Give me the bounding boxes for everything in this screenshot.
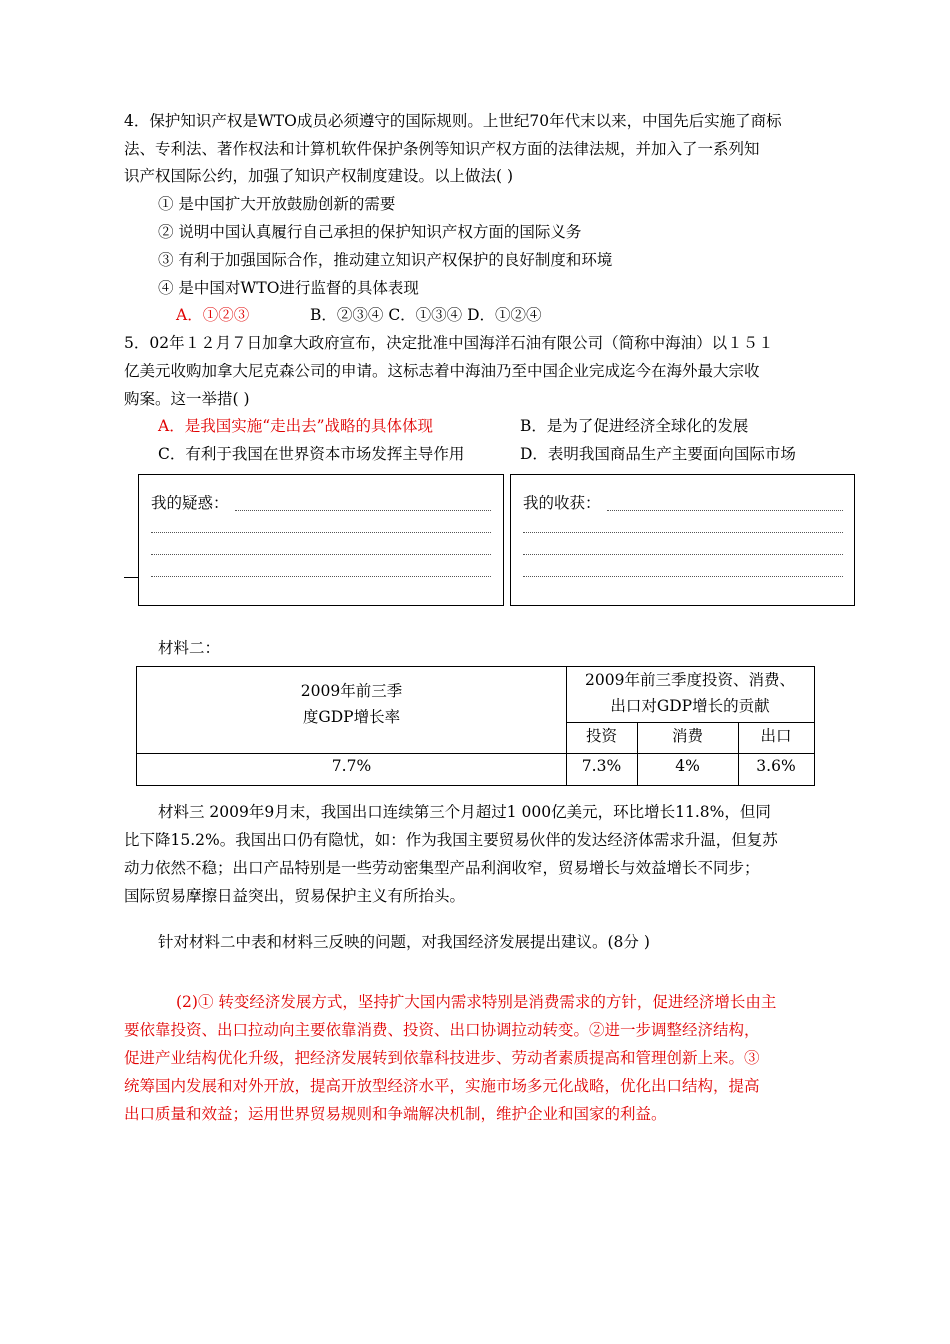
consume-header: 消费 [671,727,703,745]
q4-stem-line3: 识产权国际公约，加强了知识产权制度建设。以上做法( ) [124,167,514,185]
answer-line2: 要依靠投资、出口拉动向主要依靠消费、投资、出口协调拉动转变。②进一步调整经济结构， [124,1021,760,1039]
q5-stem-line3: 购案。这一举措( ) [124,390,250,408]
gain-line[interactable] [607,510,843,511]
q5-stem-line2: 亿美元收购加拿大尼克森公司的申请。这标志着中海油乃至中国企业完成迄今在海外最大宗收 [124,362,760,380]
material2-title: 材料二： [158,639,221,657]
q4-option-3: ③ 有利于加强国际合作，推动建立知识产权保护的良好制度和环境 [158,251,613,269]
doubt-box [138,474,504,606]
gdp-table [136,666,815,786]
export-header: 出口 [760,727,792,745]
gain-box [510,474,855,606]
gain-label: 我的收获： [523,494,601,512]
export-value: 3.6% [756,757,796,775]
q4-choices-bcd: B．②③④ C．①③④ D．①②④ [310,306,542,324]
q4-option-1: ① 是中国扩大开放鼓励创新的需要 [158,195,396,213]
gdp-rate-value: 7.7% [331,757,372,775]
q5-option-a: A．是我国实施“走出去”战略的具体体现 [158,417,434,435]
q5-stem-line1: 5．02年１２月７日加拿大政府宣布，决定批准中国海洋石油有限公司（简称中海油）以１５１ [124,334,774,352]
q4-option-2: ② 说明中国认真履行自己承担的保护知识产权方面的国际义务 [158,223,582,241]
gain-line[interactable] [523,532,843,533]
gain-line[interactable] [523,576,843,577]
q5-option-d: D．表明我国商品生产主要面向国际市场 [520,445,796,463]
answer-line5: 出口质量和效益；运用世界贸易规则和争端解决机制，维护企业和国家的利益。 [124,1105,667,1123]
material3-line2: 比下降15.2%。我国出口仍有隐忧，如：作为我国主要贸易伙伴的发达经济体需求升温，但复苏 [124,831,778,849]
gain-line[interactable] [523,554,843,555]
doubt-line[interactable] [151,576,491,577]
question-prompt: 针对材料二中表和材料三反映的问题，对我国经济发展提出建议。(8分 ) [158,933,650,951]
q5-option-b: B．是为了促进经济全球化的发展 [520,417,749,435]
q4-stem-line1: 4．保护知识产权是WTO成员必须遵守的国际规则。上世纪70年代末以来，中国先后实施了商标 [124,112,782,130]
q4-option-4: ④ 是中国对WTO进行监督的具体表现 [158,279,419,297]
invest-header: 投资 [585,727,617,745]
gdp-header-line1: 2009年前三季 [300,682,403,700]
material3-line4: 国际贸易摩擦日益突出，贸易保护主义有所抬头。 [124,887,466,905]
doubt-line[interactable] [151,554,491,555]
answer-line1: (2)① 转变经济发展方式，坚持扩大国内需求特别是消费需求的方针，促进经济增长由主 [176,993,777,1011]
q4-stem-line2: 法、专利法、著作权法和计算机软件保护条例等知识产权方面的法律法规，并加入了一系列知 [124,140,760,158]
invest-value: 7.3% [581,757,622,775]
doubt-label: 我的疑惑： [151,494,229,512]
margin-mark [124,577,138,578]
material3-line3: 动力依然不稳；出口产品特别是一些劳动密集型产品利润收窄，贸易增长与效益增长不同步； [124,859,760,877]
q5-option-c: C．有利于我国在世界资本市场发挥主导作用 [158,445,465,463]
contribution-header-line1: 2009年前三季度投资、消费、 [585,671,795,689]
material3-line1: 材料三 2009年9月末，我国出口连续第三个月超过1 000亿美元，环比增长11.8%，但同 [158,803,771,821]
doubt-line[interactable] [151,532,491,533]
gdp-header-line2: 度GDP增长率 [302,708,401,726]
consume-value: 4% [675,757,700,775]
answer-line4: 统筹国内发展和对外开放，提高开放型经济水平，实施市场多元化战略，优化出口结构，提高 [124,1077,760,1095]
answer-line3: 促进产业结构优化升级，把经济发展转到依靠科技进步、劳动者素质提高和管理创新上来。③ [124,1049,760,1067]
doubt-line[interactable] [235,510,491,511]
contribution-header-line2: 出口对GDP增长的贡献 [610,697,770,715]
q4-answer-a: A．①②③ [176,306,250,324]
